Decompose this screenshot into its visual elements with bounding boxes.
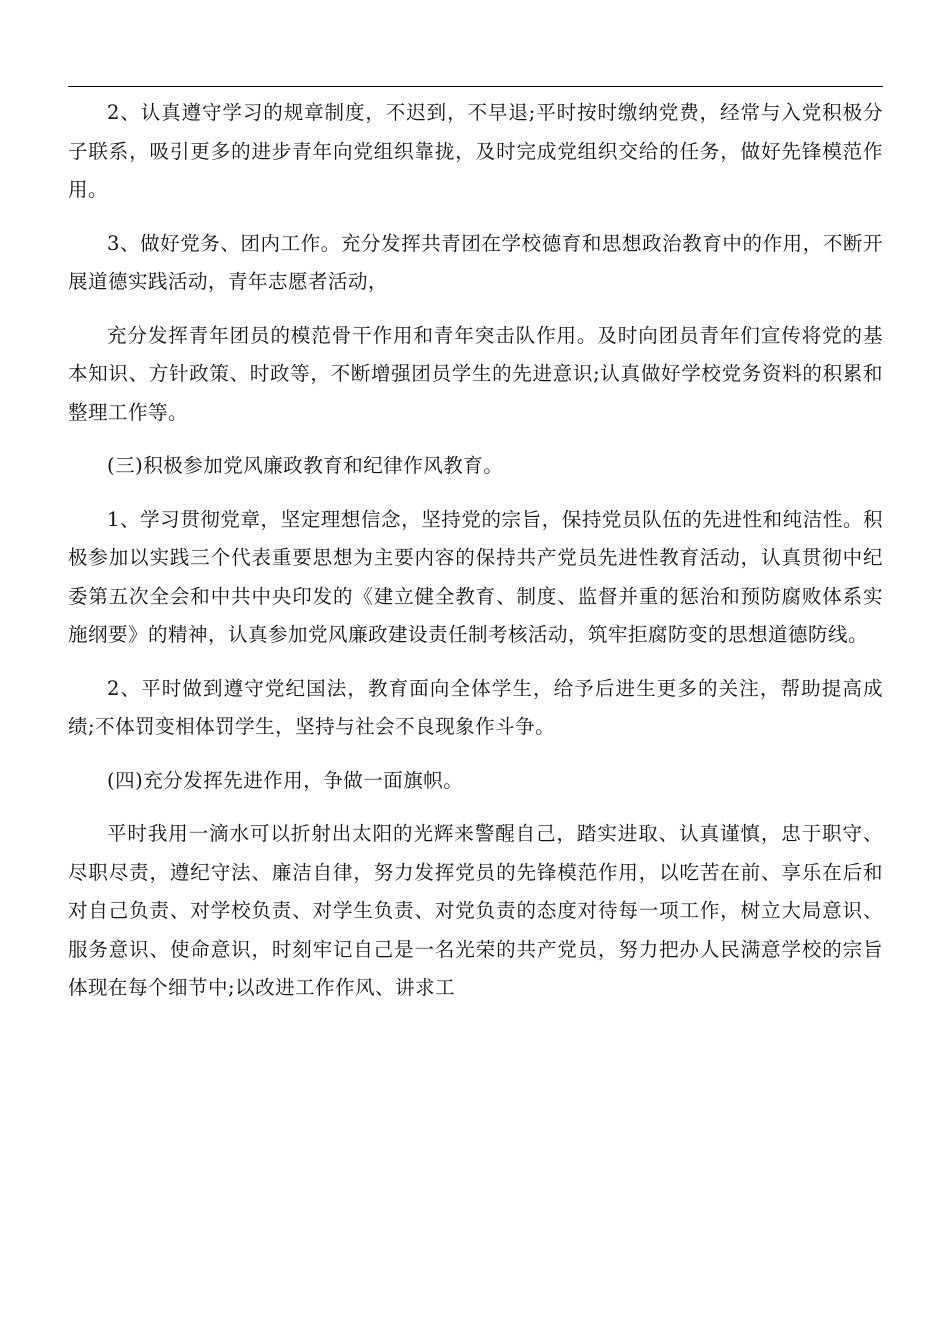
paragraph-item-3-party-work: 3、做好党务、团内工作。充分发挥共青团在学校德育和思想政治教育中的作用，不断开展道德实践活动，青年志愿者活动，	[68, 231, 883, 293]
paragraph-item-1-constitution: 1、学习贯彻党章，坚定理想信念，坚持党的宗旨，保持党员队伍的先进性和纯洁性。积极参加以实践三个代表重要思想为主要内容的保持共产党员先进性教育活动，认真贯彻中纪委第五次全会和中共中央印发的《建立健全教育、制度、监督并重的惩治和预防腐败体系实施纲要》的精神，认真参加党风廉政建设责任制考核活动，筑牢拒腐防变的思想道德防线。	[68, 507, 883, 646]
paragraph-youth-role: 充分发挥青年团员的模范骨干作用和青年突击队作用。及时向团员青年们宣传将党的基本知识、方针政策、时政等，不断增强团员学生的先进意识;认真做好学校党务资料的积累和整理工作等。	[68, 323, 883, 424]
paragraph-item-2-discipline: 2、平时做到遵守党纪国法，教育面向全体学生，给予后进生更多的关注，帮助提高成绩;不体罚变相体罚学生，坚持与社会不良现象作斗争。	[68, 676, 883, 738]
section-heading-3: (三)积极参加党风廉政教育和纪律作风教育。	[107, 454, 504, 477]
document-body	[68, 94, 883, 1023]
paragraph-pioneer-role: 平时我用一滴水可以折射出太阳的光辉来警醒自己，踏实进取、认真谨慎，忠于职守、尽职尽责，遵纪守法、廉洁自律，努力发挥党员的先锋模范作用，以吃苦在前、享乐在后和对自己负责、对学校负责、对学生负责、对党负责的态度对待每一项工作，树立大局意识、服务意识、使命意识，时刻牢记自己是一名光荣的共产党员，努力把办人民满意学校的宗旨体现在每个细节中;以改进工作作风、讲求工	[68, 822, 883, 999]
paragraph-item-2-rules: 2、认真遵守学习的规章制度，不迟到，不早退;平时按时缴纳党费，经常与入党积极分子联系，吸引更多的进步青年向党组织靠拢，及时完成党组织交给的任务，做好先锋模范作用。	[68, 101, 883, 201]
header-rule	[68, 86, 883, 87]
section-heading-4: (四)充分发挥先进作用，争做一面旗帜。	[107, 768, 464, 792]
